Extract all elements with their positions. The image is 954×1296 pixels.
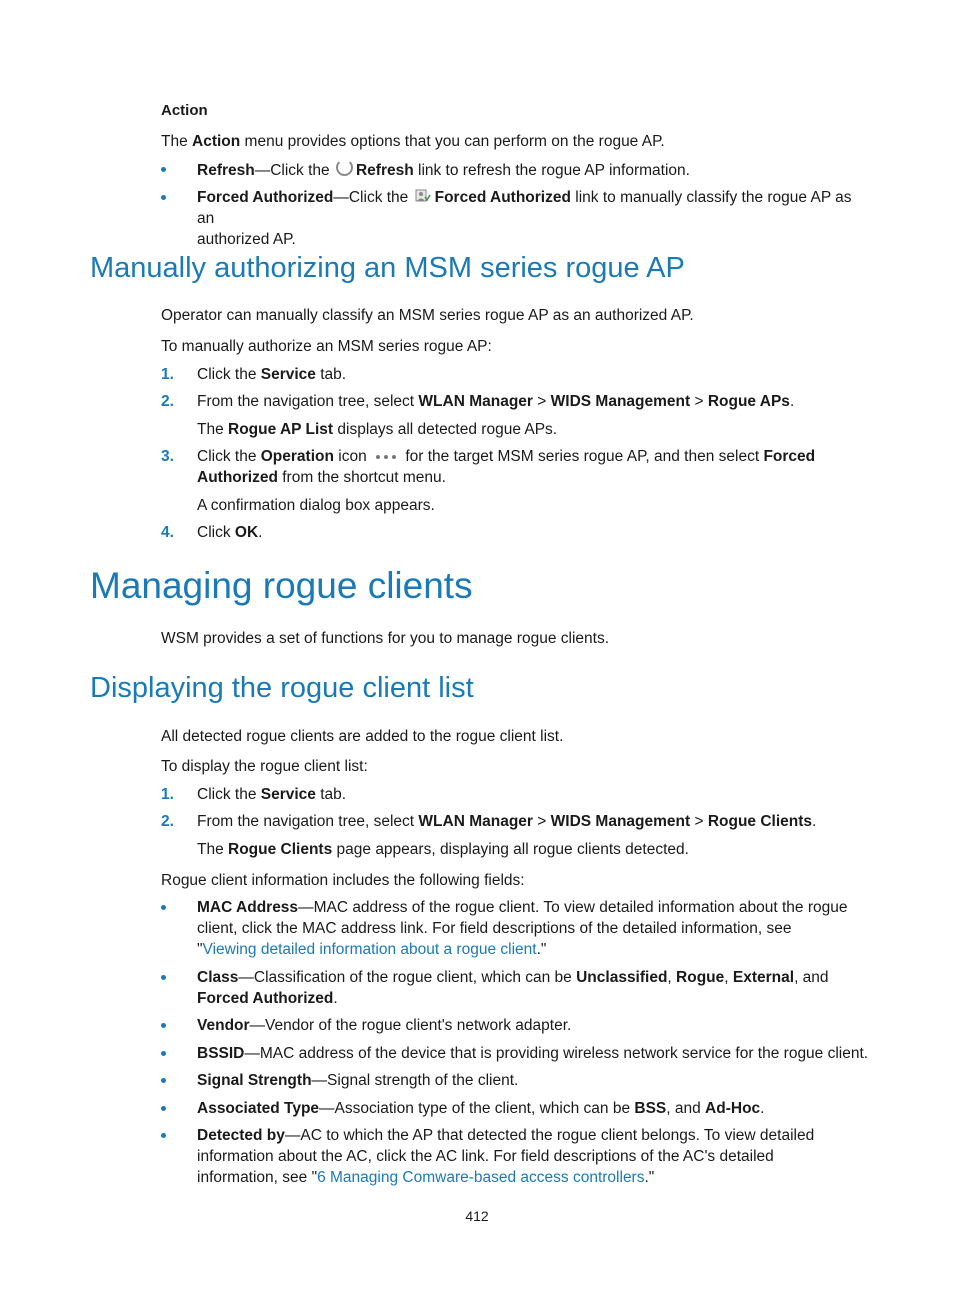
- list-item: Forced Authorized—Click the Forced Authorized link to manually classify the rogue AP as an authorized AP.: [161, 187, 871, 250]
- step-number: 2.: [161, 813, 174, 830]
- paragraph: Rogue client information includes the following fields:: [161, 872, 525, 889]
- field-item-signal-strength: Signal Strength—Signal strength of the client.: [161, 1070, 871, 1091]
- bullet-icon: [161, 1023, 166, 1028]
- action-intro: The Action menu provides options that you can perform on the rogue AP.: [161, 133, 665, 150]
- field-item-mac-address: MAC Address—MAC address of the rogue client. To view detailed information about the rogue client, click the MAC address link. For field descriptions of the detailed information, see "Viewing detailed information about a rogue client.": [161, 897, 871, 960]
- bullet-icon: [161, 1078, 166, 1083]
- step-item: 2. From the navigation tree, select WLAN Manager > WIDS Management > Rogue Clients.: [161, 813, 817, 830]
- more-options-icon: [375, 454, 397, 460]
- paragraph: Operator can manually classify an MSM series rogue AP as an authorized AP.: [161, 307, 694, 324]
- field-item-detected-by: Detected by—AC to which the AP that detected the rogue client belongs. To view detailed information about the AC, click the AC link. For field descriptions of the AC's detailed information, see "6 Managing Comware-based access controllers.": [161, 1125, 871, 1188]
- step-note: The Rogue AP List displays all detected rogue APs.: [197, 421, 558, 438]
- paragraph: To display the rogue client list:: [161, 758, 368, 775]
- section-title-msm: Manually authorizing an MSM series rogue AP: [90, 252, 685, 284]
- field-item-vendor: Vendor—Vendor of the rogue client's network adapter.: [161, 1015, 871, 1036]
- section-title-client-list: Displaying the rogue client list: [90, 672, 474, 704]
- link-viewing-rogue-client[interactable]: Viewing detailed information about a rogue client: [202, 941, 537, 958]
- bullet-icon: [161, 1051, 166, 1056]
- paragraph: WSM provides a set of functions for you to manage rogue clients.: [161, 630, 610, 647]
- field-item-associated-type: Associated Type—Association type of the client, which can be BSS, and Ad-Hoc.: [161, 1098, 871, 1119]
- bullet-icon: [161, 167, 166, 172]
- bullet-icon: [161, 195, 166, 200]
- action-heading: Action: [161, 102, 208, 119]
- step-note: A confirmation dialog box appears.: [197, 497, 435, 514]
- refresh-icon: [336, 159, 353, 176]
- step-number: 1.: [161, 366, 174, 383]
- step-item: 3. Click the Operation icon for the target MSM series rogue AP, and then select Forced Authorized from the shortcut menu.: [161, 448, 816, 486]
- field-item-class: Class—Classification of the rogue client, which can be Unclassified, Rogue, External, and Forced Authorized.: [161, 967, 871, 1009]
- step-number: 1.: [161, 786, 174, 803]
- forced-authorized-icon: [415, 189, 431, 203]
- step-item: 2. From the navigation tree, select WLAN Manager > WIDS Management > Rogue APs.: [161, 393, 795, 410]
- bullet-icon: [161, 1133, 166, 1138]
- page-number: 412: [465, 1208, 489, 1224]
- chapter-title: Managing rogue clients: [90, 565, 473, 606]
- step-item: 4. Click OK.: [161, 524, 263, 541]
- bullet-icon: [161, 905, 166, 910]
- bullet-icon: [161, 975, 166, 980]
- bullet-icon: [161, 1106, 166, 1111]
- step-number: 3.: [161, 448, 174, 465]
- field-item-bssid: BSSID—MAC address of the device that is providing wireless network service for the rogue client.: [161, 1043, 871, 1064]
- step-note: The Rogue Clients page appears, displaying all rogue clients detected.: [197, 841, 689, 858]
- step-item: 1. Click the Service tab.: [161, 366, 347, 383]
- list-item: Refresh—Click the Refresh link to refresh the rogue AP information.: [161, 159, 871, 181]
- paragraph: All detected rogue clients are added to the rogue client list.: [161, 728, 564, 745]
- step-number: 4.: [161, 524, 174, 541]
- step-item: 1. Click the Service tab.: [161, 786, 347, 803]
- link-managing-access-controllers[interactable]: 6 Managing Comware-based access controllers: [317, 1169, 645, 1186]
- paragraph: To manually authorize an MSM series rogue AP:: [161, 338, 492, 355]
- step-number: 2.: [161, 393, 174, 410]
